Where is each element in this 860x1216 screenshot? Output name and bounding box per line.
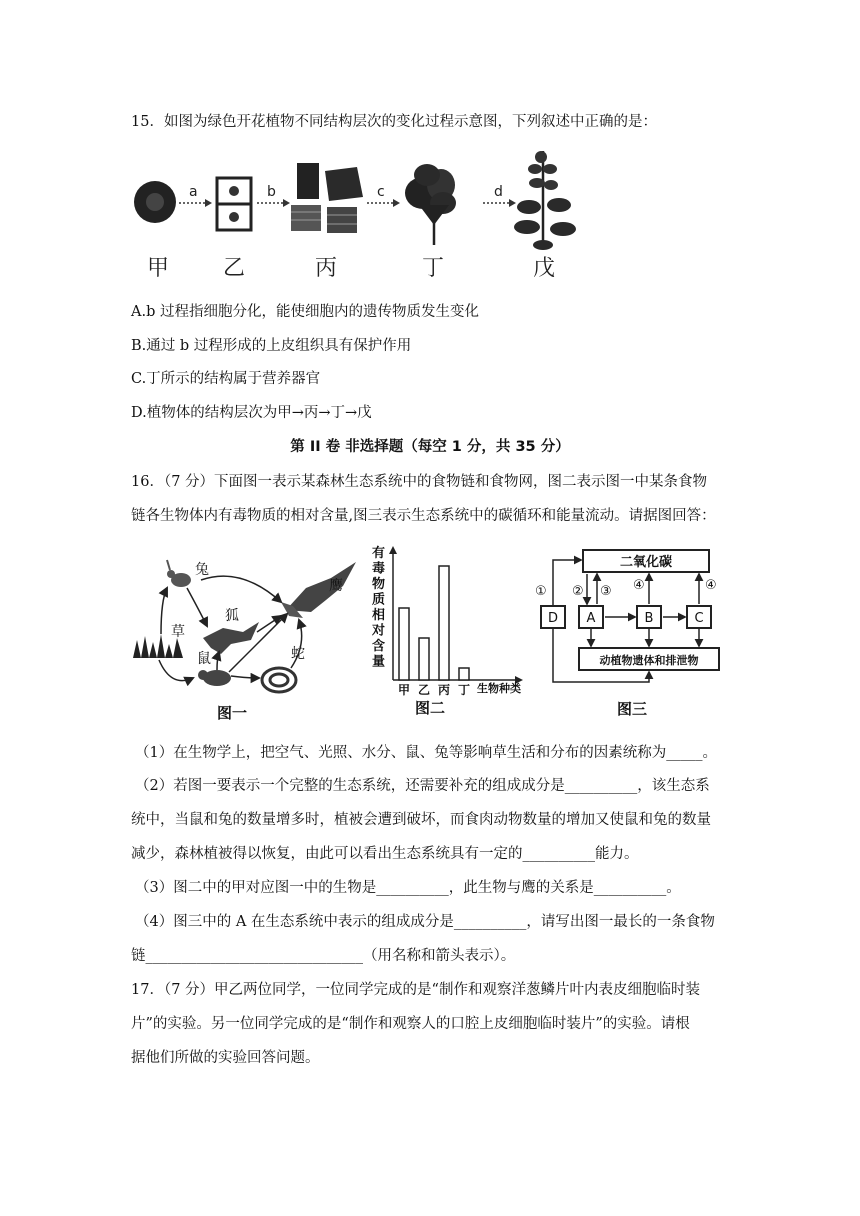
q16-sub2-line1: （2）若图一要表示一个完整的生态系统，还需要补充的组成成分是__________，该生态系 [135,778,710,794]
category-label-1: 甲 [398,683,411,697]
plant-icon [514,151,576,250]
category-label-2: 乙 [418,683,431,697]
section-2-title: 第 II 卷 非选择题（每空 1 分，共 35 分） [290,439,570,455]
q15-option-a: A.b 过程指细胞分化，能使细胞内的遗传物质发生变化 [131,304,479,320]
q16-sub3: （3）图二中的甲对应图一中的生物是__________，此生物与鹰的关系是__________。 [135,880,681,896]
marker-1: ① [535,584,547,599]
q17-line1: 17．（7 分）甲乙两位同学，一位同学完成的是“制作和观察洋葱鳞片叶内表皮细胞临时装 [131,982,700,998]
stage-label-jia: 甲 [147,256,170,281]
organism-mouse: 鼠 [197,651,211,667]
stage-label-ding: 丁 [422,256,445,281]
node-b: B [644,611,654,626]
process-a-label: a [189,184,198,200]
node-a: A [586,611,596,626]
q15-option-c: C.丁所示的结构属于营养器官 [131,371,321,387]
q16-sub1: （1）在生物学上，把空气、光照、水分、鼠、兔等影响草生活和分布的因素统称为_____。 [135,745,717,761]
q16-stem-line2: 链各生物体内有毒物质的相对含量,图三表示生态系统中的碳循环和能量流动。请据图回答： [131,508,716,524]
q17-line3: 据他们所做的实验回答问题。 [131,1050,320,1066]
bar-3 [439,566,449,680]
q16-sub4-line1: （4）图三中的 A 在生态系统中表示的组成成分是__________，请写出图一最长的一条食物 [135,914,715,930]
marker-2: ② [572,584,584,599]
organism-snake: 蛇 [291,646,305,662]
two-cells-icon [217,178,251,230]
organism-eagle: 鹰 [329,578,343,594]
snake-icon [262,668,296,692]
q16-sub2-line2: 统中，当鼠和兔的数量增多时，植被会遭到破坏，而食肉动物数量的增加又使鼠和兔的数量 [131,812,711,828]
category-label-4: 丁 [458,683,471,697]
marker-4b: ④ [705,578,717,593]
node-d: D [547,611,559,626]
remains-label: 动植物遗体和排泄物 [599,654,699,667]
bar-4 [459,668,469,680]
q15-option-b: B.通过 b 过程形成的上皮组织具有保护作用 [131,338,412,354]
process-b-label: b [267,184,276,200]
cell-icon [134,181,176,223]
flower-icon [405,164,456,245]
marker-4a: ④ [633,578,645,593]
category-label-3: 丙 [438,683,451,697]
fox-icon [203,622,259,654]
bar-2 [419,638,429,680]
eagle-icon [281,562,356,618]
q16-figure-2-bar-chart [367,542,527,722]
q15-stem: 15．如图为绿色开花植物不同结构层次的变化过程示意图，下列叙述中正确的是： [131,114,657,130]
node-c: C [694,611,704,626]
process-d-label: d [494,184,503,200]
figure-2-caption: 图二 [415,699,446,717]
stage-label-yi: 乙 [223,256,246,281]
organism-fox: 狐 [225,608,239,624]
stage-label-bing: 丙 [315,256,338,281]
marker-3: ③ [600,584,612,599]
q16-figure-1-food-web [131,548,366,726]
y-axis-label: 有毒物质相对含量 [372,546,386,670]
tissues-icon [291,163,363,233]
figure-3-caption: 图三 [617,700,648,718]
q17-line2: 片”的实验。另一位同学完成的是“制作和观察人的口腔上皮细胞临时装片”的实验。请根 [131,1016,690,1032]
q16-figure-3-carbon-cycle [533,544,733,722]
q16-stem-line1: 16．（7 分）下面图一表示某森林生态系统中的食物链和食物网，图二表示图一中某条食物 [131,474,708,490]
rabbit-icon [167,560,191,587]
co2-label: 二氧化碳 [619,555,673,570]
figure-1-caption: 图一 [217,704,248,722]
organism-grass: 草 [171,624,185,640]
q15-figure [131,145,581,285]
x-axis-label: 生物种类 [477,682,521,695]
bar-1 [399,608,409,680]
q15-option-d: D.植物体的结构层次为甲→丙→丁→戊 [131,405,372,421]
mouse-icon [198,670,231,686]
organism-rabbit: 兔 [195,562,209,578]
q16-sub4-line2: 链______________________________（用名称和箭头表示）。 [131,948,516,964]
stage-label-wu: 戊 [533,256,556,281]
q16-sub2-line3: 减少，森林植被得以恢复，由此可以看出生态系统具有一定的__________能力。 [131,846,639,862]
process-c-label: c [377,184,385,200]
